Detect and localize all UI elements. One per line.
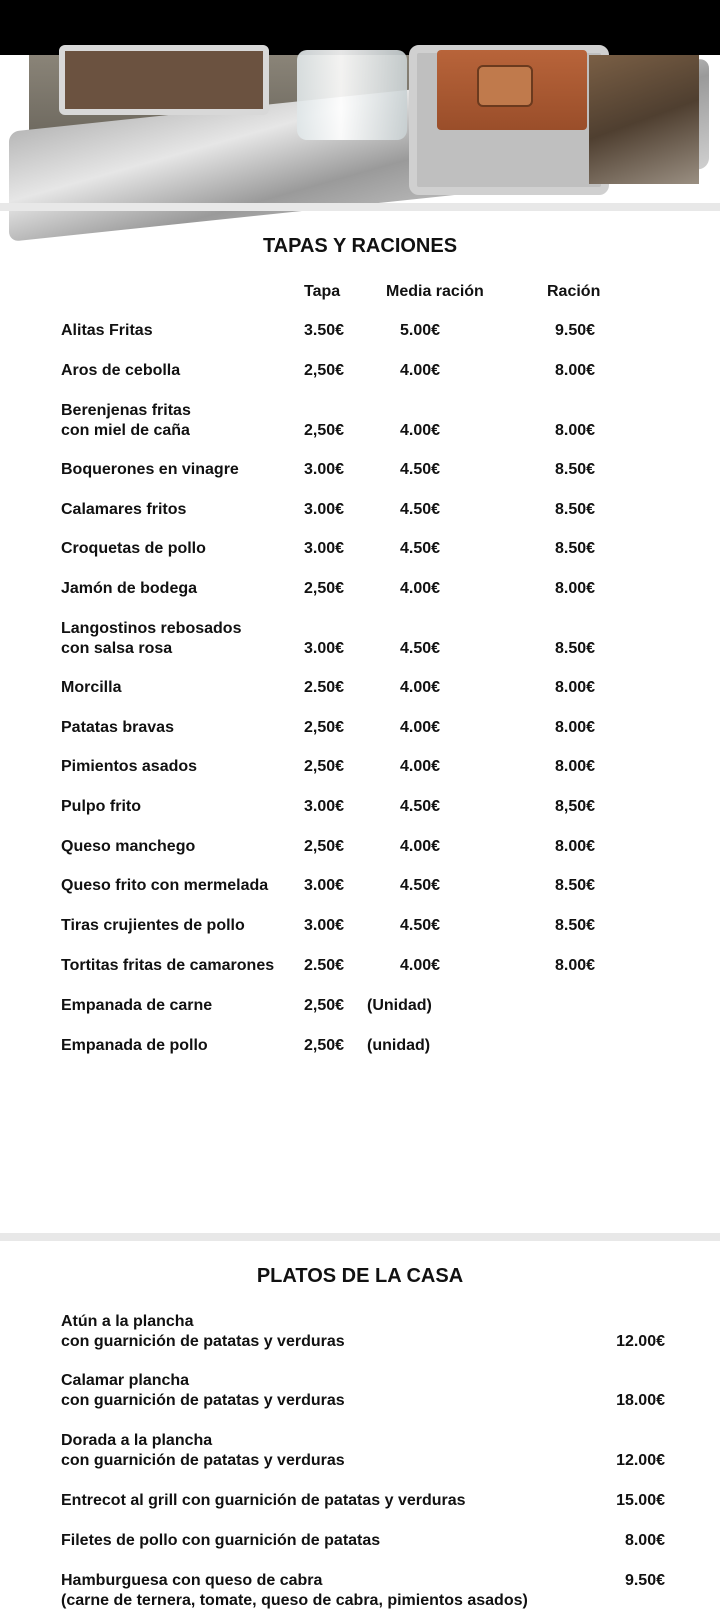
price-racion: 8.50€ [555,461,596,478]
item-name: Calamares fritos [61,501,187,518]
dish-description: con guarnición de patatas y verduras [61,1333,345,1350]
price-racion: 8.50€ [555,917,596,934]
price-tapa: 2,50€ [304,580,345,597]
price-tapa: 2.50€ [304,679,345,696]
price-tapa: 3.00€ [304,877,345,894]
header-media-racion: Media ración [386,283,484,300]
price-racion: 8.00€ [555,758,596,775]
item-name: Empanada de carne [61,997,213,1014]
price-media-racion: 4.00€ [400,957,441,974]
price-media-racion: 4.00€ [400,838,441,855]
dish-price: 15.00€ [616,1492,665,1509]
price-media-racion: 4.00€ [400,422,441,439]
price-racion: 8.50€ [555,540,596,557]
price-racion: 8.50€ [555,640,596,657]
price-tapa: 3.00€ [304,917,345,934]
price-racion: 8.00€ [555,679,596,696]
price-racion: 8.00€ [555,362,596,379]
price-media-racion: 4.50€ [400,540,441,557]
item-name: Langostinos rebosados [61,620,242,637]
price-racion: 9.50€ [555,322,596,339]
food-photo [29,55,691,184]
price-tapa: 3.00€ [304,540,345,557]
dish-name: Entrecot al grill con guarnición de patatas y verduras [61,1492,466,1509]
section-title-platos: PLATOS DE LA CASA [256,1265,464,1287]
item-name: Pimientos asados [61,758,198,775]
unit-note: (unidad) [367,1037,431,1054]
dish-description: con guarnición de patatas y verduras [61,1392,345,1409]
price-media-racion: 4.50€ [400,877,441,894]
item-name: Alitas Fritas [61,322,153,339]
price-media-racion: 4.00€ [400,679,441,696]
item-name: Aros de cebolla [61,362,181,379]
dish-name: Hamburguesa con queso de cabra [61,1572,323,1589]
price-tapa: 2,50€ [304,838,345,855]
price-tapa: 3.00€ [304,501,345,518]
price-media-racion: 4.50€ [400,501,441,518]
item-name: Pulpo frito [61,798,141,815]
item-name: Tiras crujientes de pollo [61,917,245,934]
dish-name: Atún a la plancha [61,1313,194,1330]
dish-name: Dorada a la plancha [61,1432,213,1449]
dish-price: 18.00€ [616,1392,665,1409]
item-name: Empanada de pollo [61,1037,208,1054]
price-tapa: 2,50€ [304,719,345,736]
item-name-line2: con miel de caña [61,422,190,439]
price-racion: 8.50€ [555,877,596,894]
item-name: Patatas bravas [61,719,174,736]
unit-note: (Unidad) [367,997,432,1014]
price-media-racion: 4.00€ [400,580,441,597]
item-name: Queso frito con mermelada [61,877,269,894]
price-tapa: 2.50€ [304,957,345,974]
item-name: Tortitas fritas de camarones [61,957,275,974]
dish-price: 12.00€ [616,1452,665,1469]
dish-price: 9.50€ [624,1572,665,1589]
price-racion: 8.00€ [555,957,596,974]
section-divider [0,203,720,211]
price-tapa: 3.50€ [304,322,345,339]
price-media-racion: 4.00€ [400,719,441,736]
price-media-racion: 4.50€ [400,461,441,478]
section-divider [0,1233,720,1241]
item-name: Jamón de bodega [61,580,198,597]
item-name-line2: con salsa rosa [61,640,173,657]
item-name: Morcilla [61,679,122,696]
price-tapa: 3.00€ [304,798,345,815]
item-name: Queso manchego [61,838,196,855]
price-tapa: 2,50€ [304,422,345,439]
price-media-racion: 4.00€ [400,758,441,775]
price-racion: 8.50€ [555,501,596,518]
dish-price: 12.00€ [616,1333,665,1350]
price-racion: 8.00€ [555,580,596,597]
dish-price: 8.00€ [624,1532,665,1549]
price-tapa: 2,50€ [304,758,345,775]
price-tapa: 2,50€ [304,997,345,1014]
header-racion: Ración [547,283,601,300]
item-name: Boquerones en vinagre [61,461,239,478]
dish-description: con guarnición de patatas y verduras [61,1452,345,1469]
price-racion: 8.00€ [555,838,596,855]
item-name: Croquetas de pollo [61,540,206,557]
price-tapa: 2,50€ [304,1037,345,1054]
price-tapa: 3.00€ [304,640,345,657]
price-racion: 8,50€ [555,798,596,815]
dish-description: (carne de ternera, tomate, queso de cabra, pimientos asados) [61,1592,528,1609]
price-media-racion: 4.50€ [400,798,441,815]
price-tapa: 2,50€ [304,362,345,379]
item-name: Berenjenas fritas [61,402,191,419]
dish-name: Calamar plancha [61,1372,190,1389]
section-title-tapas: TAPAS Y RACIONES [262,235,458,257]
price-media-racion: 4.00€ [400,362,441,379]
price-media-racion: 5.00€ [400,322,441,339]
price-media-racion: 4.50€ [400,917,441,934]
dish-name: Filetes de pollo con guarnición de patatas [61,1532,381,1549]
header-tapa: Tapa [304,283,341,300]
price-media-racion: 4.50€ [400,640,441,657]
price-racion: 8.00€ [555,422,596,439]
price-tapa: 3.00€ [304,461,345,478]
price-racion: 8.00€ [555,719,596,736]
